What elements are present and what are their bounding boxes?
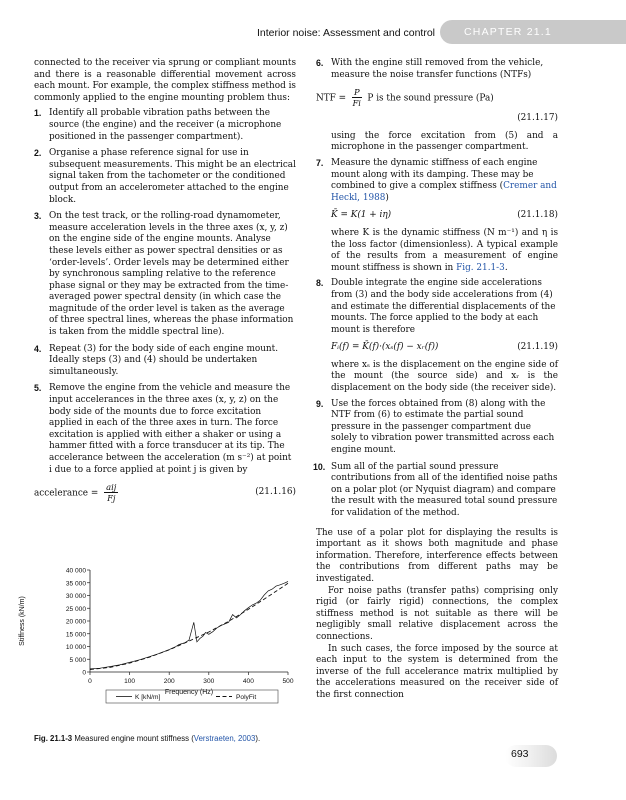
list-item <box>34 211 296 339</box>
item-text: Organise a phase reference signal for use in subsequent measurements. This might be an electrical signal taken from the tachometer or the conditioned output from an accelerometer attached to the engine block. <box>49 148 296 205</box>
x-tick-label: 200 <box>163 678 175 685</box>
x-tick-label: 0 <box>88 678 92 685</box>
item-number: 2. <box>34 148 42 159</box>
fraction <box>104 482 118 504</box>
body-paragraph: The use of a polar plot for displaying the results is important as it shows both magnitude and phase information. Therefore, interference effects between the contributions from different paths may be investigated. <box>316 527 558 584</box>
caption-text: Measured engine mount stiffness ( <box>74 734 194 743</box>
item-number: 9. <box>316 398 324 409</box>
denominator: Fi <box>352 98 361 109</box>
caption-end: ). <box>255 734 261 743</box>
equation-number: (21.1.17) <box>517 113 558 124</box>
series-line-polyfit <box>90 583 288 669</box>
chart-plot-area <box>19 568 294 704</box>
procedure-list-right-c <box>316 278 558 336</box>
item-number: 10. <box>313 461 326 472</box>
stiffness-explanation-end: . <box>504 262 508 273</box>
equation-note: P is the sound pressure (Pa) <box>367 93 494 104</box>
procedure-list-right-b <box>316 158 558 204</box>
equation-lhs <box>316 87 494 109</box>
item-number: 5. <box>34 383 42 394</box>
item-number: 3. <box>34 211 42 222</box>
equation-lhs <box>34 482 121 504</box>
x-axis-label: Frequency (Hz) <box>164 689 214 696</box>
item-text: Sum all of the partial sound pressure contributions from all of the identified noise paths on a polar plot (or Nyquist diagram) and compare the result with the measured total sound pressure for validation of the method. <box>331 461 558 518</box>
equation-lhs-text: accelerance = <box>34 488 99 499</box>
x-tick-label: 100 <box>124 678 136 685</box>
y-tick-label: 35 000 <box>65 580 86 588</box>
equation-lhs: K̄ = K(1 + iη) <box>331 210 392 221</box>
list-item <box>316 158 558 204</box>
chapter-label: CHAPTER 21.1 <box>464 26 552 38</box>
equation-number: (21.1.18) <box>517 210 558 221</box>
equation-lhs: Fᵢ(f) = K̄(f)·(xₛ(f) − xᵣ(f)) <box>331 342 439 353</box>
procedure-list-right-a <box>316 58 558 81</box>
legend-label-k: K [kN/m] <box>135 694 161 701</box>
y-tick-label: 15 000 <box>65 631 86 639</box>
item-text: Use the forces obtained from (8) along with the NTF from (6) to estimate the partial sound pressure in the passenger compartment due solely to vibration power transmitted across each engine mount. <box>331 398 555 456</box>
x-tick-label: 300 <box>203 678 215 685</box>
equation-number: (21.1.19) <box>517 342 558 353</box>
equation-complex-stiffness <box>316 210 558 222</box>
list-item <box>313 461 558 520</box>
list-item <box>34 344 296 379</box>
procedure-list-left <box>34 108 296 476</box>
stiffness-chart <box>16 560 296 710</box>
equation-accelerance <box>34 482 296 504</box>
y-tick-label: 20 000 <box>65 618 86 626</box>
displacement-explanation: where xₛ is the displacement on the engine side of the mount (the source side) and xᵣ is the displacement on the body side (the receiver side). <box>331 359 558 394</box>
list-item <box>316 399 558 457</box>
list-item <box>34 383 296 476</box>
y-tick-label: 30 000 <box>65 593 86 600</box>
item-text: Identify all probable vibration paths between the source (the engine) and the receiver (a microphone positioned in the passenger compartment). <box>49 108 282 142</box>
y-tick-label: 25 000 <box>65 605 86 613</box>
equation-force <box>316 342 558 354</box>
item-text-end: ) <box>385 192 389 203</box>
equation-number: (21.1.16) <box>255 487 296 498</box>
chapter-tab <box>440 20 626 44</box>
item-number: 7. <box>316 157 324 168</box>
body-paragraph: For noise paths (transfer paths) comprising only rigid (or fairly rigid) connections, the complex stiffness method is not suitable as there will be negligibly small relative displacement across the connections. <box>316 585 558 642</box>
list-item <box>34 108 296 143</box>
item-text: Double integrate the engine side accelerations from (3) and the body side accelerations from (4) and estimate the differential displacements of the mounts. The force applied to the body at each mount is therefore <box>331 278 556 335</box>
caption-label: Fig. 21.1-3 <box>34 734 73 743</box>
item-text: Remove the engine from the vehicle and measure the input accelerances in the three axes (x, y, z) on the body side of the mounts due to force excitation applied in each of the three axes in turn. The force excitation is applied with either a shaker or using a hammer fitted with a force transducer at its tip. The accelerance between the acceleration (m s⁻²) at point i due to a force applied at point j is given by <box>49 383 292 475</box>
fraction <box>352 87 362 109</box>
legend-label-polyfit: PolyFit <box>236 694 257 701</box>
page-number: 693 <box>511 748 529 760</box>
figure-reference-link[interactable]: Fig. 21.1-3 <box>456 262 505 273</box>
figure-caption <box>34 734 314 743</box>
item-number: 6. <box>316 58 324 68</box>
item-text: With the engine still removed from the vehicle, measure the noise transfer functions (NTFs) <box>331 58 544 80</box>
denominator: Fj <box>107 493 116 504</box>
equation-ntf <box>316 87 558 109</box>
series-line-k <box>90 582 288 669</box>
y-tick-label: 0 <box>82 669 86 677</box>
body-paragraph: In such cases, the force imposed by the source at each input to the system is determined from the inverse of the full accelerance matrix multiplied by the accelerations measured on the receiver side of the first connection <box>316 643 558 700</box>
y-tick-label: 10 000 <box>65 644 86 651</box>
stiffness-explanation <box>316 228 558 274</box>
left-column <box>34 58 296 510</box>
running-title: Interior noise: Assessment and control <box>256 27 435 39</box>
item-number: 1. <box>34 108 42 119</box>
item-number: 8. <box>316 278 324 289</box>
item-text: On the test track, or the rolling-road dynamometer, measure acceleration levels in the three axes (x, y, z) on the engine side of the engine mounts. Analyse these levels either as power spectral densities or as ‘order-levels’. Order levels may be determined either by synchronous sampling relative to the reference phase signal or they may be extracted from the time-averaged power spectral density (in which case the magnitude of the order level is taken as the average of three spectral lines, whereas the phase information is taken from the middle spectral line). <box>49 211 294 338</box>
intro-paragraph: connected to the receiver via sprung or compliant mounts and there is a reasonable differential movement across each mount. For example, the complex stiffness method is commonly applied to the engine mounting problem thus: <box>34 58 296 103</box>
x-tick-label: 500 <box>282 678 294 685</box>
equation-lhs-text: NTF = <box>316 93 347 104</box>
item-text: Repeat (3) for the body side of each engine mount. Ideally steps (3) and (4) should be undertaken simultaneously. <box>49 343 279 377</box>
procedure-list-right-d <box>313 398 558 520</box>
x-tick-label: 400 <box>242 678 254 685</box>
list-item <box>34 148 296 206</box>
y-axis-label: Stiffness (kN/m) <box>19 596 26 646</box>
right-column <box>313 58 558 702</box>
page-number-badge <box>505 745 557 767</box>
list-item <box>316 58 558 81</box>
stiffness-explanation-text: where K is the dynamic stiffness (N m⁻¹) and η is the loss factor (dimensionless). A typical example of the results from a measurement of engine mount stiffness is shown in <box>331 227 558 273</box>
numerator: aij <box>106 482 117 493</box>
y-tick-label: 40 000 <box>65 567 86 575</box>
caption-citation-link[interactable]: Verstraeten, 2003 <box>193 734 256 743</box>
list-item <box>316 278 558 336</box>
item-number: 4. <box>34 343 42 354</box>
ntf-followup: using the force excitation from (5) and a microphone in the passenger compartment. <box>331 130 558 153</box>
y-tick-label: 5 000 <box>69 656 86 664</box>
numerator: P <box>353 87 360 98</box>
item-text: Measure the dynamic stiffness of each engine mount along with its damping. These may be combined to give a complex stiffness ( <box>331 157 538 192</box>
citation-link[interactable]: Cremer and Heckl, 1988 <box>331 181 557 203</box>
